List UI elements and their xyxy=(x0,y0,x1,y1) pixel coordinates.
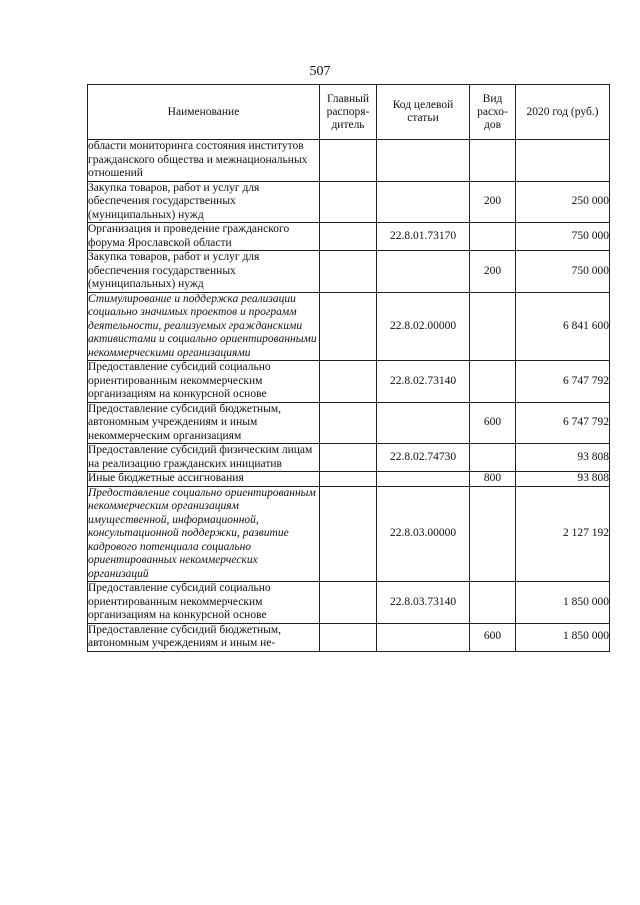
table-row xyxy=(88,582,610,624)
table-row xyxy=(88,623,610,651)
row-target-code: 22.8.01.73170 xyxy=(377,223,470,251)
header-expense-type: Вид расхо-дов xyxy=(470,85,516,140)
row-expense-type xyxy=(470,292,516,361)
budget-table xyxy=(87,84,610,652)
table-row xyxy=(88,486,610,582)
row-main-manager xyxy=(320,582,377,624)
row-expense-type xyxy=(470,223,516,251)
row-target-code: 22.8.03.73140 xyxy=(377,582,470,624)
row-amount: 750 000 xyxy=(516,251,610,293)
table-row xyxy=(88,402,610,444)
row-expense-type xyxy=(470,582,516,624)
row-expense-type: 600 xyxy=(470,402,516,444)
row-name: Закупка товаров, работ и услуг для обеспечения государственных (муниципальных) нужд xyxy=(88,181,320,223)
row-main-manager xyxy=(320,623,377,651)
table-row xyxy=(88,444,610,472)
row-main-manager xyxy=(320,444,377,472)
row-main-manager xyxy=(320,140,377,182)
row-main-manager xyxy=(320,402,377,444)
row-name: Стимулирование и поддержка реализации социально значимых проектов и программ деятельности, реализуемых гражданскими активистами и социально ориентированными некоммерческими организациями xyxy=(88,292,320,361)
row-target-code: 22.8.03.00000 xyxy=(377,486,470,582)
table-row xyxy=(88,472,610,487)
table-header-row xyxy=(88,85,610,140)
row-target-code xyxy=(377,140,470,182)
row-name: Закупка товаров, работ и услуг для обеспечения государственных (муниципальных) нужд xyxy=(88,251,320,293)
row-main-manager xyxy=(320,251,377,293)
table-row xyxy=(88,181,610,223)
row-main-manager xyxy=(320,472,377,487)
row-target-code xyxy=(377,402,470,444)
row-amount: 1 850 000 xyxy=(516,623,610,651)
row-target-code: 22.8.02.00000 xyxy=(377,292,470,361)
row-amount: 6 747 792 xyxy=(516,361,610,403)
row-name: Предоставление социально ориентированным некоммерческим организациям имущественной, информационной, консультационной поддержки, развитие кадрового потенциала социально ориентированных некоммерческих организаций xyxy=(88,486,320,582)
row-name: области мониторинга состояния институтов гражданского общества и межнациональных отношений xyxy=(88,140,320,182)
header-year-amount: 2020 год (руб.) xyxy=(516,85,610,140)
row-amount: 1 850 000 xyxy=(516,582,610,624)
row-amount xyxy=(516,140,610,182)
row-amount: 2 127 192 xyxy=(516,486,610,582)
row-target-code: 22.8.02.74730 xyxy=(377,444,470,472)
row-name: Предоставление субсидий физическим лицам на реализацию гражданских инициатив xyxy=(88,444,320,472)
row-name: Организация и проведение гражданского форума Ярославской области xyxy=(88,223,320,251)
row-target-code xyxy=(377,251,470,293)
header-target-code: Код целевой статьи xyxy=(377,85,470,140)
row-main-manager xyxy=(320,486,377,582)
row-expense-type xyxy=(470,361,516,403)
table-row xyxy=(88,223,610,251)
row-name: Предоставление субсидий бюджетным, автономным учреждениям и иным некоммерческим организациям xyxy=(88,402,320,444)
row-target-code: 22.8.02.73140 xyxy=(377,361,470,403)
row-target-code xyxy=(377,472,470,487)
table-row xyxy=(88,361,610,403)
row-amount: 6 747 792 xyxy=(516,402,610,444)
row-main-manager xyxy=(320,292,377,361)
row-name: Предоставление субсидий социально ориентированным некоммерческим организациям на конкурсной основе xyxy=(88,361,320,403)
row-name: Иные бюджетные ассигнования xyxy=(88,472,320,487)
row-amount: 93 808 xyxy=(516,444,610,472)
row-main-manager xyxy=(320,361,377,403)
row-name: Предоставление субсидий бюджетным, автономным учреждениям и иным не- xyxy=(88,623,320,651)
row-target-code xyxy=(377,623,470,651)
table-row xyxy=(88,140,610,182)
header-name: Наименование xyxy=(88,85,320,140)
table-row xyxy=(88,292,610,361)
row-expense-type: 200 xyxy=(470,181,516,223)
row-amount: 93 808 xyxy=(516,472,610,487)
row-expense-type: 800 xyxy=(470,472,516,487)
row-expense-type: 200 xyxy=(470,251,516,293)
row-expense-type xyxy=(470,486,516,582)
header-main-manager: Главный распоря-дитель xyxy=(320,85,377,140)
row-amount: 750 000 xyxy=(516,223,610,251)
row-expense-type: 600 xyxy=(470,623,516,651)
row-main-manager xyxy=(320,181,377,223)
page-number: 507 xyxy=(309,64,331,79)
row-expense-type xyxy=(470,140,516,182)
row-expense-type xyxy=(470,444,516,472)
row-amount: 250 000 xyxy=(516,181,610,223)
row-name: Предоставление субсидий социально ориентированным некоммерческим организациям на конкурсной основе xyxy=(88,582,320,624)
table-row xyxy=(88,251,610,293)
row-amount: 6 841 600 xyxy=(516,292,610,361)
row-target-code xyxy=(377,181,470,223)
row-main-manager xyxy=(320,223,377,251)
